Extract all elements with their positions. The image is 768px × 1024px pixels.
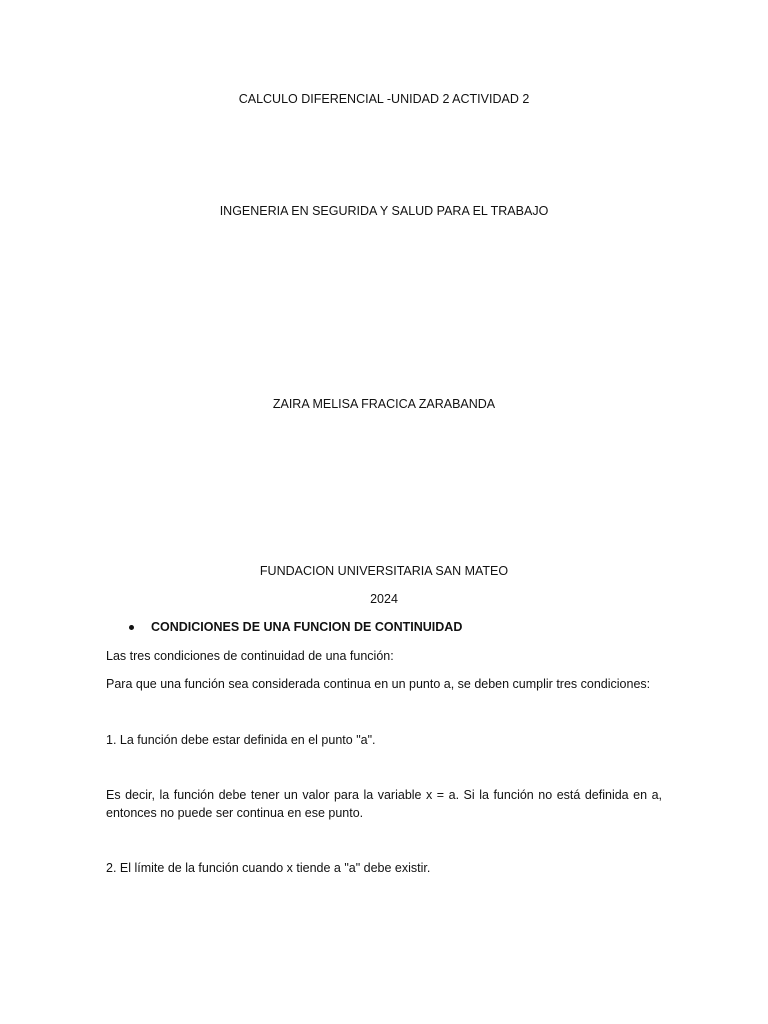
condition-2: 2. El límite de la función cuando x tiende a "a" debe existir. bbox=[106, 861, 431, 875]
explanation-1: Es decir, la función debe tener un valor para la variable x = a. Si la función no está definida en a, entonces no puede ser continua en ese punto. bbox=[106, 788, 662, 820]
course-title: CALCULO DIFERENCIAL -UNIDAD 2 ACTIVIDAD 2 bbox=[238, 92, 530, 106]
program-name: INGENERIA EN SEGURIDA Y SALUD PARA EL TRABAJO bbox=[219, 204, 549, 218]
intro-paragraph: Las tres condiciones de continuidad de una función: bbox=[106, 649, 394, 663]
section-heading-text: CONDICIONES DE UNA FUNCION DE CONTINUIDAD bbox=[151, 620, 463, 634]
condition-1: 1. La función debe estar definida en el punto "a". bbox=[106, 733, 376, 747]
institution-name: FUNDACION UNIVERSITARIA SAN MATEO bbox=[259, 564, 509, 578]
section-heading bbox=[129, 620, 462, 634]
lead-paragraph: Para que una función sea considerada continua en un punto a, se deben cumplir tres condiciones: bbox=[106, 677, 651, 691]
bullet-icon bbox=[129, 625, 134, 630]
year: 2024 bbox=[370, 592, 398, 606]
author-name: ZAIRA MELISA FRACICA ZARABANDA bbox=[272, 397, 496, 411]
